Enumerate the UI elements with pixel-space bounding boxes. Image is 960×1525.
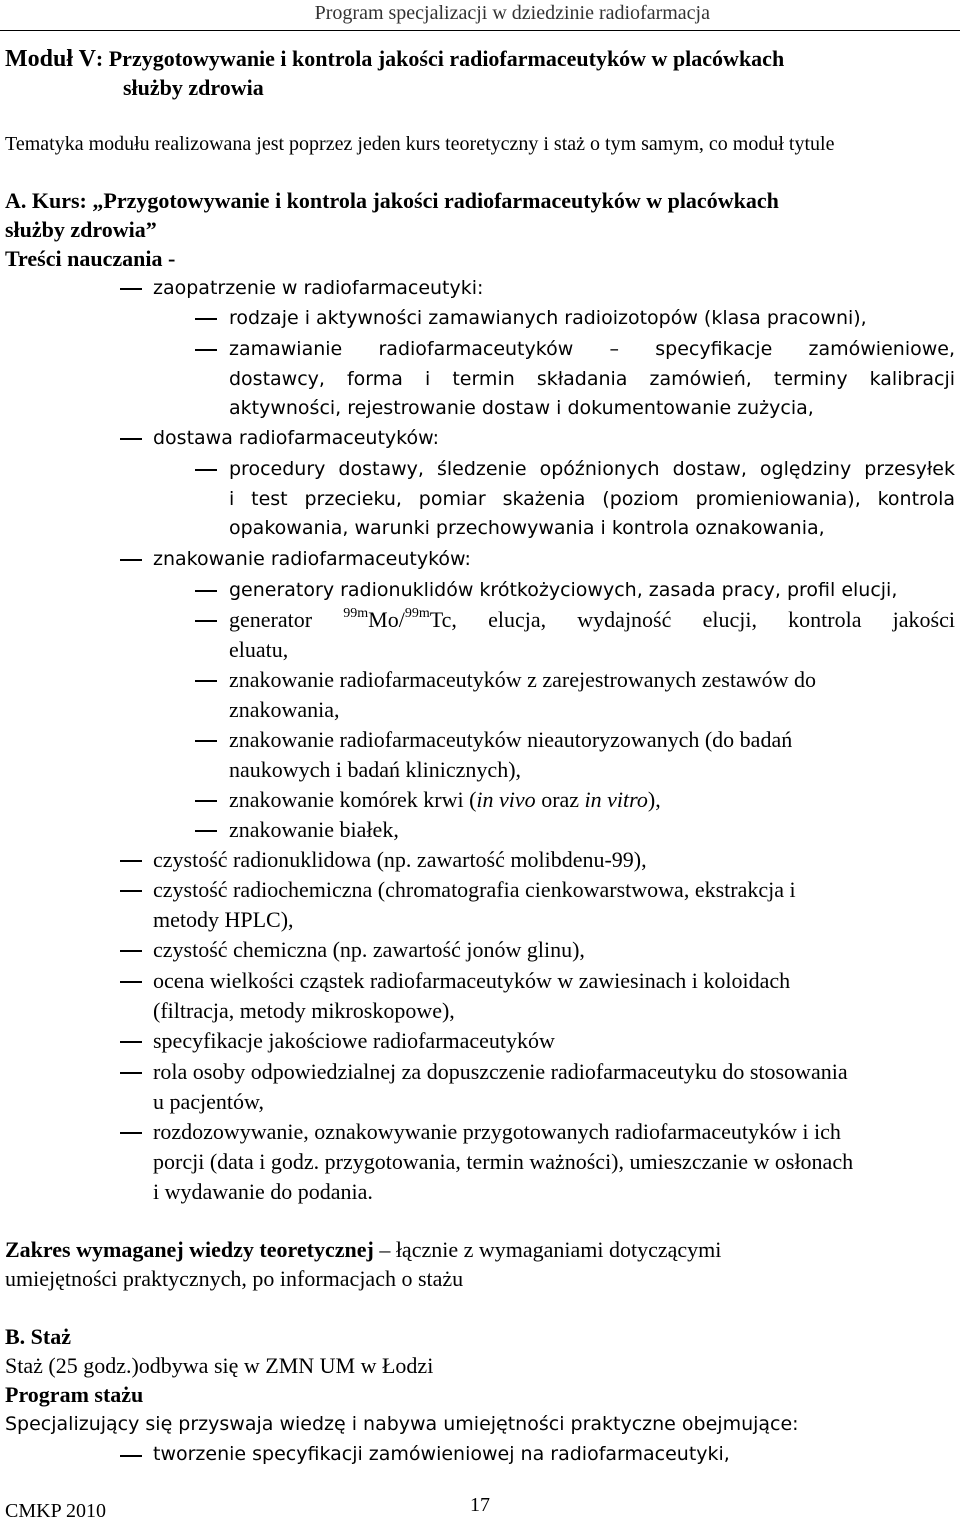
content-heading: Treści nauczania - <box>5 246 176 271</box>
dash-bullet <box>120 860 142 862</box>
list-item: rola osoby odpowiedzialnej za dopuszczenie radiofarmaceutyku do stosowania <box>153 1059 848 1084</box>
page-number: 17 <box>470 1494 490 1516</box>
list-item-continuation: (filtracja, metody mikroskopowe), <box>153 998 455 1023</box>
knowledge-heading: Zakres wymaganej wiedzy teoretycznej <box>5 1237 374 1262</box>
list-item: znakowanie radiofarmaceutyków: <box>153 548 471 570</box>
dash-bullet <box>195 590 217 592</box>
list-item: rozdozowywanie, oznakowywanie przygotowanych radiofarmaceutyków i ich <box>153 1119 841 1144</box>
list-item-continuation: i test przecieku, pomiar skażenia (poziom promieniowania), kontrola <box>229 488 955 510</box>
module-title <box>5 44 784 74</box>
dash-bullet <box>120 981 142 983</box>
list-item-continuation: metody HPLC), <box>153 907 294 932</box>
dash-bullet <box>195 800 217 802</box>
word: Mo/ <box>368 607 405 632</box>
list-item-continuation: opakowania, warunki przechowywania i kontrola oznakowania, <box>229 517 825 539</box>
program-intro: Specjalizujący się przyswaja wiedzę i nabywa umiejętności praktyczne obejmujące: <box>5 1413 799 1435</box>
list-item: czystość chemiczna (np. zawartość jonów glinu), <box>153 937 585 962</box>
text-run: oraz <box>535 787 585 812</box>
text-run: znakowanie komórek krwi ( <box>229 787 477 812</box>
dash-bullet <box>195 349 217 351</box>
dash-bullet <box>195 740 217 742</box>
list-item: czystość radionuklidowa (np. zawartość molibdenu-99), <box>153 847 647 872</box>
list-item-continuation: dostawcy, forma i termin składania zamówień, terminy kalibracji <box>229 368 955 390</box>
list-item <box>229 605 955 638</box>
dash-bullet <box>120 438 142 440</box>
superscript: 99m <box>404 606 430 621</box>
dash-bullet <box>120 559 142 561</box>
list-item-continuation: naukowych i badań klinicznych), <box>229 757 522 782</box>
dash-bullet <box>195 469 217 471</box>
text-run: ), <box>647 787 661 812</box>
course-title-line2: służby zdrowia” <box>5 217 157 242</box>
list-item: znakowanie radiofarmaceutyków nieautoryzowanych (do badań <box>229 727 793 752</box>
module-title-line2: służby zdrowia <box>123 75 264 100</box>
italic-term: in vivo <box>476 787 536 812</box>
word: jakości <box>892 607 955 632</box>
list-item: czystość radiochemiczna (chromatografia cienkowarstwowa, ekstrakcja i <box>153 877 796 902</box>
word: wydajność <box>577 607 672 632</box>
module-title-rest: : Przygotowywanie i kontrola jakości radiofarmaceutyków w placówkach <box>95 46 785 71</box>
superscript: 99m <box>343 606 369 621</box>
dash-bullet <box>120 1455 142 1457</box>
list-item: rodzaje i aktywności zamawianych radioizotopów (klasa pracowni), <box>229 307 867 329</box>
list-item: procedury dostawy, śledzenie opóźnionych dostaw, oględziny przesyłek <box>229 458 955 480</box>
dash-bullet <box>120 288 142 290</box>
list-item: dostawa radiofarmaceutyków: <box>153 427 440 449</box>
module-intro: Tematyka modułu realizowana jest poprzez jeden kurs teoretyczny i staż o tym samym, co moduł tytule <box>5 133 835 155</box>
word: Tc, <box>429 607 457 632</box>
internship-heading: B. Staż <box>5 1324 71 1349</box>
list-item: specyfikacje jakościowe radiofarmaceutyków <box>153 1028 555 1053</box>
list-item-continuation: znakowania, <box>229 697 340 722</box>
word: elucji, <box>702 607 757 632</box>
internship-info: Staż (25 godz.)odbywa się w ZMN UM w Łodzi <box>5 1353 434 1378</box>
list-item <box>229 785 661 814</box>
list-item-continuation: porcji (data i godz. przygotowania, termin ważności), umieszczanie w osłonach <box>153 1149 854 1174</box>
dash-bullet <box>195 620 217 622</box>
knowledge-line2: umiejętności praktycznych, po informacjach o stażu <box>5 1266 464 1291</box>
dash-bullet <box>195 318 217 320</box>
course-title: A. Kurs: „Przygotowywanie i kontrola jakości radiofarmaceutyków w placówkach <box>5 188 779 213</box>
word: elucja, <box>488 607 547 632</box>
dash-bullet <box>120 1132 142 1134</box>
running-header: Program specjalizacji w dziedzinie radiofarmacja <box>314 2 710 24</box>
list-item: zaopatrzenie w radiofarmaceutyki: <box>153 277 484 299</box>
dash-bullet <box>120 950 142 952</box>
dash-bullet <box>120 1041 142 1043</box>
knowledge-text: – łącznie z wymaganiami dotyczącymi <box>373 1237 722 1262</box>
module-title-prefix: Moduł V <box>5 46 96 72</box>
list-item: znakowanie radiofarmaceutyków z zarejestrowanych zestawów do <box>229 667 817 692</box>
word: generator <box>229 607 313 632</box>
list-item-continuation: u pacjentów, <box>153 1089 264 1114</box>
list-item-continuation: i wydawanie do podania. <box>153 1179 373 1204</box>
dash-bullet <box>120 890 142 892</box>
list-item: znakowanie białek, <box>229 817 399 842</box>
list-item: generatory radionuklidów krótkożyciowych, zasada pracy, profil elucji, <box>229 579 898 601</box>
list-item: zamawianie radiofarmaceutyków – specyfikacje zamówieniowe, <box>229 338 955 360</box>
dash-bullet <box>195 830 217 832</box>
header-rule <box>0 30 960 31</box>
word: kontrola <box>788 607 862 632</box>
dash-bullet <box>195 680 217 682</box>
knowledge-paragraph <box>5 1235 721 1264</box>
dash-bullet <box>120 1072 142 1074</box>
list-item: tworzenie specyfikacji zamówieniowej na radiofarmaceutyki, <box>153 1443 730 1465</box>
footer-left: CMKP 2010 <box>5 1500 106 1522</box>
italic-term: in vitro <box>584 787 648 812</box>
isotope-text <box>343 605 457 638</box>
list-item: ocena wielkości cząstek radiofarmaceutyków w zawiesinach i koloidach <box>153 968 791 993</box>
list-item-continuation: aktywności, rejestrowanie dostaw i dokumentowanie zużycia, <box>229 397 814 419</box>
program-heading: Program stażu <box>5 1382 144 1407</box>
list-item-continuation: eluatu, <box>229 637 289 662</box>
